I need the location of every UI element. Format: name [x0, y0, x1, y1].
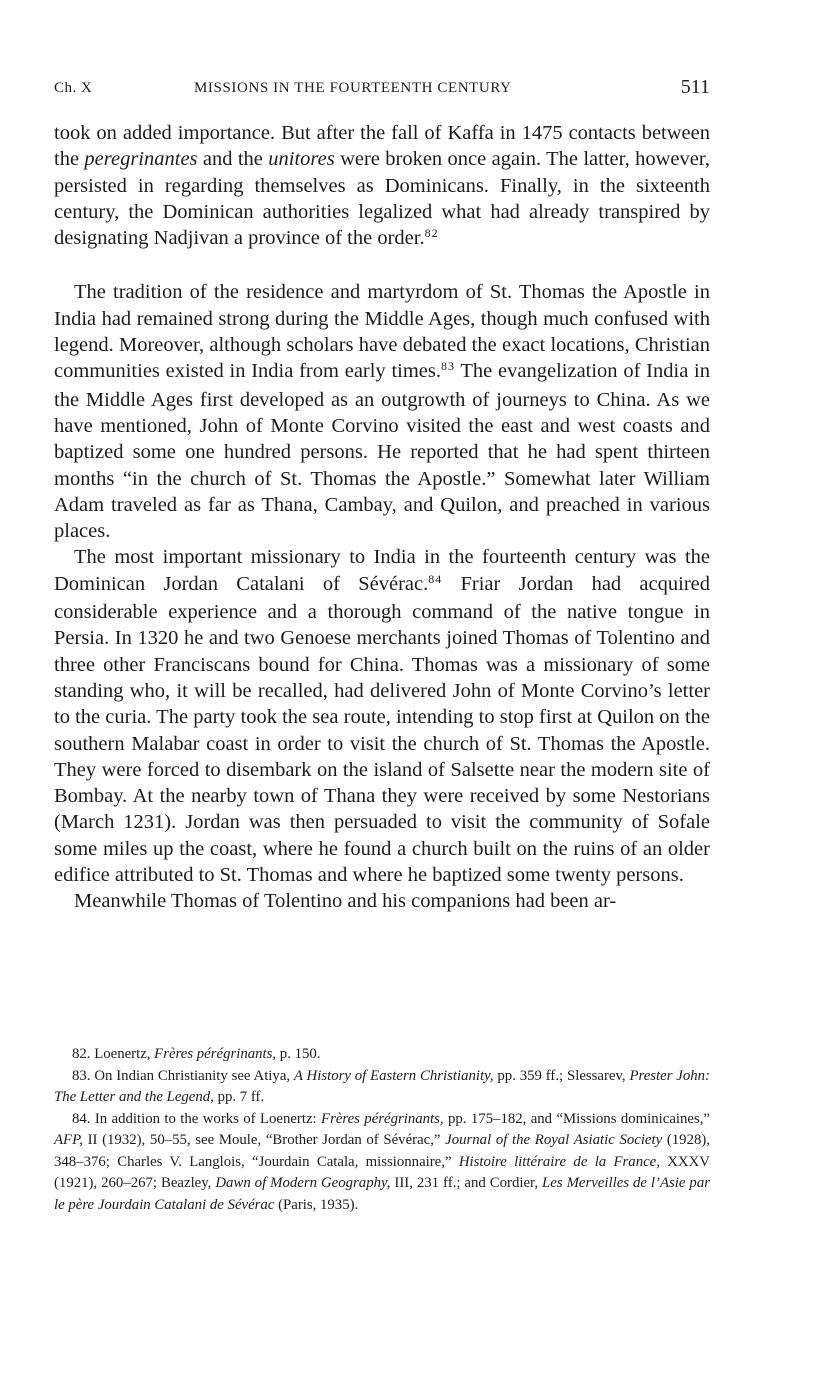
chapter-label: Ch. X	[54, 80, 93, 96]
paragraph-3: The most important missionary to India in the fourteenth century was the Dominican Jordan Catalani of Sévérac.$^{84}$ Friar Jordan had acquired considerable experience and a thorough command of the native tongue in Persia. In 1320 he and two Genoese merchants joined Thomas of Tolentino and three other Franciscans bound for China. Thomas was a missionary of some standing who, it will be recalled, had delivered John of Monte Corvino’s letter to the curia. The party took the sea route, intending to stop first at Quilon on the southern Malabar coast in order to visit the church of St. Thomas the Apostle. They were forced to disembark on the island of Salsette near the modern site of Bombay. At the nearby town of Thana they were received by some Nestorians (March 1231). Jordan was then persuaded to visit the community of Sofale some miles up the coast, where he found a church built on the ruins of an older edifice attributed to St. Thomas and where he baptized some twenty persons.	[54, 546, 711, 887]
main-text	[54, 120, 710, 915]
paragraph-1: took on added importance. But after the fall of Kaffa in 1475 contacts between the peregrinantes and the unitores were broken once again. The latter, however, persisted in regarding themselves as Dominicans. Finally, in the sixteenth century, the Dominican authorities legalized what had already transpired by designating Nadjivan a province of the order.$^{82}$	[54, 122, 710, 250]
footnote-82: 82. Loenertz, Frères pérégrinants, p. 150.	[72, 1046, 321, 1062]
running-title: MISSIONS IN THE FOURTEENTH CENTURY	[194, 80, 512, 96]
footnote-ref-82: 82	[424, 226, 439, 241]
footnote-84: 84. In addition to the works of Loenertz: Frères pérégrinants, pp. 175–182, and “Missions dominicaines,” AFP, II (1932), 50–55, see Moule, “Brother Jordan of Sévérac,” Journal of the Royal Asiatic Society (1928), 348–376; Charles V. Langlois, “Jourdain Catala, missionnaire,” Histoire littéraire de la France, XXXV (1921), 260–267; Beazley, Dawn of Modern Geography, III, 231 ff.; and Cordier, Les Merveilles de l’Asie par le père Jourdain Catalani de Sévérac (Paris, 1935).	[54, 1110, 711, 1213]
footnotes	[54, 1044, 710, 1216]
footnote-ref-83: 83	[441, 359, 455, 374]
paragraph-4: Meanwhile Thomas of Tolentino and his companions had been ar-	[74, 890, 617, 913]
paragraph-2: The tradition of the residence and martyrdom of St. Thomas the Apostle in India had remained strong during the Middle Ages, though much confused with legend. Moreover, although scholars have debated the exact locations, Christian communities existed in India from early times.$^{83}$ The evangelization of India in the Middle Ages first developed as an outgrowth of journeys to China. As we have mentioned, John of Monte Corvino visited the east and west coasts and baptized some one hundred persons. He reported that he had spent thirteen months “in the church of St. Thomas the Apostle.” Somewhat later William Adam traveled as far as Thana, Cambay, and Quilon, and preached in various places.	[54, 281, 710, 543]
footnote-ref-84: 84	[428, 571, 443, 586]
page-number: 511	[680, 76, 710, 98]
running-header	[54, 76, 710, 102]
footnote-83: 83. On Indian Christianity see Atiya, A History of Eastern Christianity, pp. 359 ff.; Slessarev, Prester John: The Letter and the Legend, pp. 7 ff.	[54, 1067, 710, 1105]
